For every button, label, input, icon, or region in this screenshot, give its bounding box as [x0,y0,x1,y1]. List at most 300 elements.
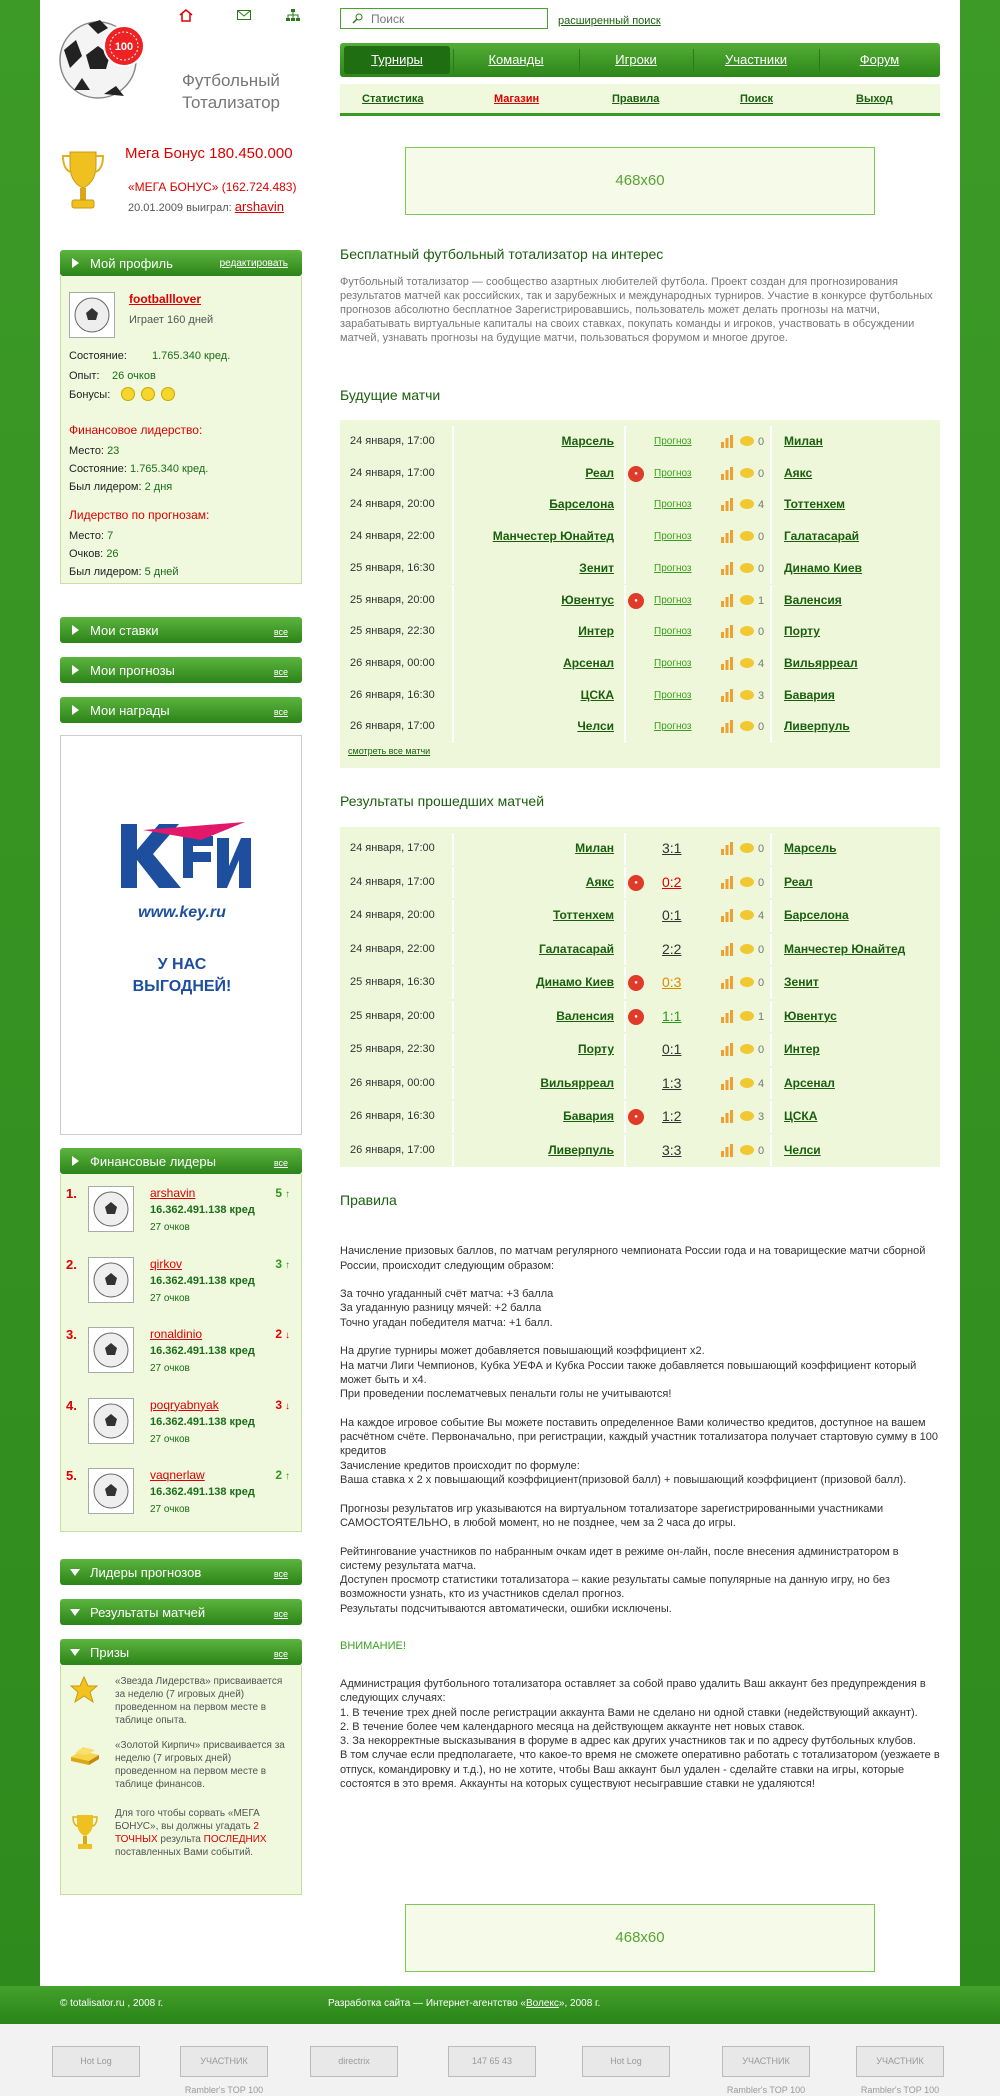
away-team-link[interactable]: Реал [784,874,813,889]
expand-arrow-icon [72,665,79,675]
match-score[interactable]: 0:2 [662,873,682,890]
pr-points-label: Очков: [69,548,104,560]
comments-icon[interactable] [740,843,754,853]
ball-avatar-icon [72,295,112,335]
my-bets-header[interactable] [60,617,302,643]
comments-icon[interactable] [740,1111,754,1121]
key-ad-url: www.key.ru [138,904,226,921]
banner-468x60-top[interactable]: 468x60 [405,147,875,215]
bonus-coin-icon [161,387,175,401]
match-date: 24 января, 17:00 [350,435,435,447]
home-team-link[interactable]: Тоттенхем [452,900,624,932]
match-row [340,426,940,458]
match-date: 25 января, 20:00 [350,1009,435,1022]
comments-icon[interactable] [740,436,754,446]
nav-participants[interactable]: Участники [724,52,788,67]
stats-bars-icon[interactable] [720,1076,734,1090]
comments-icon[interactable] [740,1078,754,1088]
match-actions [624,1068,772,1100]
comment-count: 0 [758,562,765,575]
leader-delta [275,1327,290,1341]
away-team-link[interactable]: Тоттенхем [784,497,846,512]
prizes-header[interactable] [60,1639,302,1665]
home-team-link[interactable]: Манчестер Юнайтед [452,521,624,553]
comments-icon[interactable] [740,468,754,478]
comments-icon[interactable] [740,1011,754,1021]
nav-forum[interactable]: Форум [859,52,900,67]
match-date: 26 января, 16:30 [350,1110,435,1122]
forecast-link[interactable]: Прогноз [654,689,692,701]
search-input[interactable] [340,8,548,29]
comment-count: 3 [758,1111,765,1123]
collapse-arrow-icon [70,1569,80,1576]
comments-icon[interactable] [740,626,754,636]
match-date: 26 января, 17:00 [350,720,435,733]
key-ad-slogan-line2: ВЫГОДНЕЙ! [132,978,232,995]
all-link[interactable]: все [273,667,288,677]
fin-lead-row [69,481,172,493]
my-awards-header[interactable] [60,697,302,723]
stats-bars-icon[interactable] [720,497,734,511]
match-score[interactable]: 1:1 [662,1007,682,1024]
leader-credits: 16.362.491.138 кред [150,1204,255,1216]
comment-count: 0 [758,876,765,889]
sub-nav [340,84,940,116]
prize-mega-text [115,1807,295,1859]
stats-bars-icon[interactable] [720,841,734,855]
fin-lead-label: Был лидером: [69,481,142,493]
rules-text [340,1230,940,1806]
home-team-link[interactable]: Бавария [452,1101,624,1133]
fin-state-value: 1.765.340 кред. [130,463,209,475]
leader-avatar[interactable] [88,1468,134,1514]
comments-icon[interactable] [740,690,754,700]
away-team-link[interactable]: Зенит [784,975,819,989]
stats-bars-icon[interactable] [720,561,734,575]
match-actions [624,680,772,712]
comments-icon[interactable] [740,977,754,987]
match-row [340,967,940,999]
comments-icon[interactable] [740,1044,754,1054]
home-team-link[interactable]: Валенсия [452,1001,624,1033]
match-date: 25 января, 16:30 [350,976,435,988]
home-team-link[interactable]: Ливерпуль [452,1135,624,1167]
expand-arrow-icon [72,625,79,635]
home-team-link[interactable]: Интер [452,616,624,648]
leader-delta [275,1468,290,1482]
comment-count: 3 [758,689,765,702]
arrow-down-icon: ↓ [285,1400,290,1412]
match-actions [624,426,772,458]
future-matches-title: Будущие матчи [340,387,441,403]
subnav-search[interactable]: Поиск [740,93,774,105]
stats-bars-icon[interactable] [720,1042,734,1056]
subnav-rules[interactable]: Правила [612,93,660,105]
match-row [340,1101,940,1133]
all-link[interactable]: все [273,1569,288,1579]
all-link[interactable]: все [273,707,288,717]
comments-icon[interactable] [740,499,754,509]
comment-count: 0 [758,843,765,855]
right-green-border [960,0,1000,2020]
nav-players[interactable]: Игроки [615,52,657,67]
all-link[interactable]: все [273,1649,288,1659]
match-row [340,458,940,490]
comment-count: 0 [758,626,765,639]
my-profile-header[interactable] [60,250,302,276]
away-team-link[interactable]: Валенсия [784,592,842,607]
match-score[interactable]: 3:1 [662,840,682,856]
leader-row [60,1180,302,1250]
away-team-link[interactable]: Ювентус [784,1008,837,1023]
ball-avatar-icon [91,1189,131,1229]
match-row [340,1001,940,1033]
mega-bonus-secondary: «МЕГА БОНУС» (162.724.483) [128,180,297,194]
profile-avatar[interactable] [69,292,115,338]
left-green-border [0,0,40,2020]
leader-avatar[interactable] [88,1257,134,1303]
key-ru-banner[interactable] [60,735,302,1135]
forecast-link[interactable]: Прогноз [654,531,692,543]
match-row [340,1034,940,1066]
nav-tournaments[interactable]: Турниры [371,52,423,67]
stats-bars-icon[interactable] [720,1009,734,1023]
footer-copyright: © totalisator.ru , 2008 г. [60,1998,164,2009]
match-row [340,616,940,648]
all-link[interactable]: все [273,1158,288,1168]
banner-468x60-bottom[interactable]: 468x60 [405,1904,875,1972]
key-ad-slogan-line1: У НАС [157,956,207,973]
pr-place-row [69,530,113,542]
comment-count: 0 [758,943,765,956]
pr-lead-value: 5 дней [144,566,179,578]
red-stamp-icon: ● [628,1009,644,1025]
home-team-link[interactable]: Аякс [452,867,624,899]
prize-mega-mid: результа [157,1834,204,1845]
rules-paragraphs: Начисление призовых баллов, по матчам регулярного чемпионата России года и на товарищеские матчи сборной России, происходит следующим образом: За точно угаданный счёт матча: +3 балла За угаданную разницу мячей: +2 балла Точно угадан победителя матча: +1 балл. На другие турниры может добавляется повышающий коэффициент x2. На матчи Лиги Чемпионов, Кубка УЕФА и Кубка России также добавляется повышающий коэффициент который может быть и x4. При проведении послематчевых пенальти голы не учитываются! На каждое игровое событие Вы можете поставить определенное Вами количество кредитов, доступное на вашем расчётном счёте. Первоначально, при регистрации, каждый участник тотализатора получает стартовую сумму в 100 кредитов Зачисление кредитов происходит по формуле: Ваша ставка x 2 x повышающий коэффициент(призовой балл) + повышающий коэффициент (призовой балл). Прогнозы результатов игр указываются на виртуальном тотализаторе зарегистрированными участниками САМОСТОЯТЕЛЬНО, в любой момент, но не позднее, чем за 2 часа до игры. Рейтингование участников по набранным очкам идет в режиме он-лайн, после внесения администратором в систему результата матча. Доступен просмотр статистики тотализатора – какие результаты самые популярные на данную игру, но без возможности узнать, кто из участников сделал прогноз. Результаты подсчитываются автоматически, ошибки исключены. [340,1245,938,1615]
match-row [340,833,940,865]
fin-lead-value: 2 дня [144,481,173,493]
comment-count: 1 [758,594,765,607]
away-team-link[interactable]: Аякс [784,465,813,480]
all-link[interactable]: все [273,1609,288,1619]
stats-bars-icon[interactable] [720,593,734,607]
prize-star-text: «Звезда Лидерства» присваивается за неделю (7 игровых дней) проведенном на первом месте в таблице опыта. [115,1676,283,1726]
leader-name-link[interactable]: qirkov [150,1256,183,1271]
leader-delta-value: 2 [275,1327,282,1341]
prize-mega-pre: Для того чтобы сорвать «МЕГА БОНУС», вы должны угадать [115,1808,260,1832]
home-team-link[interactable]: Барселона [452,489,624,521]
match-score[interactable]: 0:1 [662,907,682,923]
stats-bars-icon[interactable] [720,719,734,733]
comments-icon[interactable] [740,531,754,541]
stats-bars-icon[interactable] [720,656,734,670]
stats-bars-icon[interactable] [720,529,734,543]
gold-brick-icon [69,1743,101,1767]
key-logo-icon [113,816,253,896]
logo-title[interactable] [182,70,280,114]
prize-mega-highlight-1: 2 ТОЧНЫХ [115,1821,259,1845]
home-team-link[interactable]: Галатасарай [452,934,624,966]
my-profile-panel [60,276,302,584]
logo-badge-number: 100 [114,41,134,53]
leader-avatar[interactable] [88,1398,134,1444]
my-forecasts-header[interactable] [60,657,302,683]
match-actions [624,489,772,521]
stats-bars-icon[interactable] [720,975,734,989]
counter-badge[interactable]: УЧАСТНИК Rambler's TOP 100 [180,2046,268,2077]
away-team-link[interactable]: Интер [784,1042,820,1056]
match-score[interactable]: 3:3 [662,1141,682,1158]
away-team-link[interactable]: Манчестер Юнайтед [784,941,906,956]
comment-count: 0 [758,977,765,989]
forecast-link[interactable]: Прогноз [654,594,692,606]
match-date: 25 января, 22:30 [350,1043,435,1055]
match-actions [624,553,772,585]
red-stamp-icon: ● [628,593,644,609]
prize-mega-highlight-2: ПОСЛЕДНИХ [203,1834,267,1845]
match-row [340,900,940,932]
leader-points: 27 очков [150,1504,190,1515]
search-icon [351,13,363,25]
leader-points: 27 очков [150,1292,190,1304]
stats-bars-icon[interactable] [720,942,734,956]
arrow-up-icon: ↑ [285,1471,290,1482]
forecast-link[interactable]: Прогноз [654,499,692,511]
experience-value: 26 очков [112,370,156,382]
away-team-link[interactable]: Динамо Киев [784,560,862,575]
financial-leaders-header[interactable] [60,1148,302,1174]
home-team-link[interactable]: Порту [452,1034,624,1066]
match-row [340,680,940,712]
leader-credits: 16.362.491.138 кред [150,1274,255,1287]
prize-brick-text: «Золотой Кирпич» присваивается за неделю (7 игровых дней) проведенном на первом месте в таблице финансов. [115,1740,285,1790]
counter-badge[interactable]: 147 65 43 [448,2046,536,2077]
match-actions [624,967,772,999]
stats-bars-icon[interactable] [720,875,734,889]
home-team-link[interactable]: Милан [452,833,624,865]
pr-lead-row [69,566,179,578]
match-date: 24 января, 22:00 [350,942,435,955]
away-team-link[interactable]: Галатасарай [784,529,860,544]
leader-delta-value: 5 [275,1186,282,1200]
leader-name-link[interactable]: ronaldinio [150,1327,203,1341]
leader-rank: 5. [66,1468,77,1483]
away-team-link[interactable]: Челси [784,1142,821,1157]
comments-icon[interactable] [740,563,754,573]
bonuses-label: Бонусы: [69,389,111,401]
prizes-panel [60,1665,302,1895]
star-icon [69,1675,99,1705]
forecast-link[interactable]: Прогноз [654,467,692,479]
comments-icon[interactable] [740,658,754,668]
rules-title: Правила [340,1192,397,1208]
forecast-leadership-heading: Лидерство по прогнозам: [69,508,210,522]
forecast-link[interactable]: Прогноз [654,436,692,447]
stats-bars-icon[interactable] [720,688,734,702]
match-actions [624,585,772,617]
match-row [340,585,940,617]
advanced-search-link[interactable]: расширенный поиск [558,15,661,27]
match-date: 24 января, 20:00 [350,498,435,511]
comment-count: 0 [758,721,765,734]
away-team-link[interactable]: Вильярреал [784,655,858,670]
match-score[interactable]: 0:3 [662,974,682,990]
mega-bonus-headline: Мега Бонус 180.450.000 [125,145,293,162]
forecast-link[interactable]: Прогноз [654,562,692,574]
leader-delta-value: 3 [275,1256,282,1271]
leader-delta-value: 3 [275,1397,282,1412]
leader-row [60,1392,302,1462]
match-date: 26 января, 00:00 [350,1076,435,1089]
mega-bonus-date: 20.01.2009 выиграл: [128,202,232,214]
match-actions [624,867,772,899]
leader-name-link[interactable]: poqryabnyak [150,1397,219,1412]
leader-name-link[interactable]: arshavin [150,1186,196,1200]
forecast-link[interactable]: Прогноз [654,721,692,733]
leader-credits: 16.362.491.138 кред [150,1415,255,1428]
pr-place-label: Место: [69,530,104,542]
away-team-link[interactable]: Ливерпуль [784,719,850,734]
away-team-link[interactable]: Барселона [784,908,849,922]
expand-arrow-icon [72,1156,79,1166]
match-score[interactable]: 2:2 [662,940,682,957]
stats-bars-icon[interactable] [720,1109,734,1123]
edit-profile-link[interactable]: редактировать [219,258,288,269]
home-team-link[interactable]: ЦСКА [452,680,624,712]
away-team-link[interactable]: Милан [784,434,823,448]
intro-title: Бесплатный футбольный тотализатор на интерес [340,246,664,262]
comments-icon[interactable] [740,910,754,920]
home-team-link[interactable]: Зенит [452,553,624,585]
home-icon[interactable] [178,8,194,22]
counter-badge[interactable]: УЧАСТНИК Rambler's TOP 100 [722,2046,810,2077]
ball-avatar-icon [91,1260,131,1300]
away-team-link[interactable]: ЦСКА [784,1109,818,1123]
away-team-link[interactable]: Марсель [784,841,837,855]
logo-title-line1: Футбольный [182,71,280,90]
leader-avatar[interactable] [88,1327,134,1373]
bonus-coin-icon [141,387,155,401]
comment-count: 4 [758,499,765,512]
leader-delta-value: 2 [275,1468,282,1482]
stats-bars-icon[interactable] [720,466,734,480]
stats-bars-icon[interactable] [720,908,734,922]
mail-icon[interactable] [236,8,252,22]
away-team-link[interactable]: Арсенал [784,1075,835,1090]
home-team-link[interactable]: Реал [452,458,624,490]
counter-badge[interactable]: Hot Log [52,2046,140,2077]
stats-bars-icon[interactable] [720,434,734,448]
counter-badge[interactable]: Hot Log [582,2046,670,2077]
fin-place-value: 23 [107,445,120,457]
pr-points-value: 26 [106,548,119,560]
home-team-link[interactable]: Челси [452,711,624,743]
leader-credits: 16.362.491.138 кред [150,1486,255,1498]
counter-badge[interactable]: УЧАСТНИК Rambler's TOP 100 [856,2046,944,2077]
future-matches-table [340,420,940,768]
match-date: 25 января, 16:30 [350,561,435,574]
sitemap-icon[interactable] [285,8,301,22]
home-team-link[interactable]: Марсель [452,426,624,458]
subnav-logout[interactable]: Выход [856,93,893,105]
match-date: 24 января, 17:00 [350,875,435,888]
logo-title-line2: Тотализатор [182,93,280,112]
subnav-shop[interactable]: Магазин [494,93,540,105]
home-team-link[interactable]: Вильярреал [452,1068,624,1100]
comment-count: 0 [758,531,765,544]
comment-count: 0 [758,1144,765,1157]
comments-icon[interactable] [740,944,754,954]
all-link[interactable]: все [273,627,288,637]
my-awards-title: Мои награды [90,703,170,718]
match-row [340,711,940,743]
home-team-link[interactable]: Ювентус [452,585,624,617]
match-row [340,867,940,899]
mega-bonus-winner-link[interactable]: arshavin [234,199,284,214]
comments-icon[interactable] [740,1145,754,1155]
match-score[interactable]: 0:1 [662,1041,682,1057]
away-team-link[interactable]: Порту [784,624,820,639]
search-placeholder: Поиск [371,12,405,26]
match-actions [624,458,772,490]
arrow-down-icon: ↓ [285,1330,290,1341]
away-team-link[interactable]: Бавария [784,687,835,702]
home-team-link[interactable]: Арсенал [452,648,624,680]
stats-bars-icon[interactable] [720,624,734,638]
match-date: 25 января, 22:30 [350,625,435,638]
match-row [340,934,940,966]
experience-label: Опыт: [69,370,100,382]
financial-leaders-title: Финансовые лидеры [90,1154,216,1169]
logo-ball-icon[interactable] [58,10,148,108]
match-score[interactable]: 1:2 [662,1108,682,1124]
forecast-link[interactable]: Прогноз [654,626,692,638]
match-date: 24 января, 17:00 [350,842,435,854]
stats-bars-icon[interactable] [720,1143,734,1157]
leader-row [60,1321,302,1391]
subnav-statistics[interactable]: Статистика [362,93,424,105]
all-matches-link[interactable]: смотреть все матчи [348,746,431,756]
leader-avatar[interactable] [88,1186,134,1232]
comments-icon[interactable] [740,595,754,605]
footer-dev-link[interactable]: Волекс [526,1998,559,2009]
match-row [340,553,940,585]
match-actions [624,1001,772,1033]
bonus-coin-icon [121,387,135,401]
home-team-link[interactable]: Динамо Киев [452,967,624,999]
comments-icon[interactable] [740,721,754,731]
my-forecasts-title: Мои прогнозы [90,663,175,678]
forecast-link[interactable]: Прогноз [654,657,692,669]
leader-delta [275,1398,290,1412]
my-profile-title: Мой профиль [90,256,173,271]
comments-icon[interactable] [740,877,754,887]
footer-dev-suffix: », 2008 г. [558,1998,601,2009]
fin-place-label: Место: [69,445,104,457]
key-ad-slogan [61,954,303,998]
match-results-header[interactable] [60,1599,302,1625]
nav-teams[interactable]: Команды [488,52,544,67]
match-actions [624,900,772,932]
match-actions [624,1101,772,1133]
leader-points: 27 очков [150,1363,190,1374]
match-score[interactable]: 1:3 [662,1074,682,1091]
forecast-leaders-header[interactable] [60,1559,302,1585]
leader-name-link[interactable]: vaqnerlaw [150,1468,205,1482]
profile-username[interactable]: footballlover [129,292,202,306]
counter-badge[interactable]: directrix [310,2046,398,2077]
